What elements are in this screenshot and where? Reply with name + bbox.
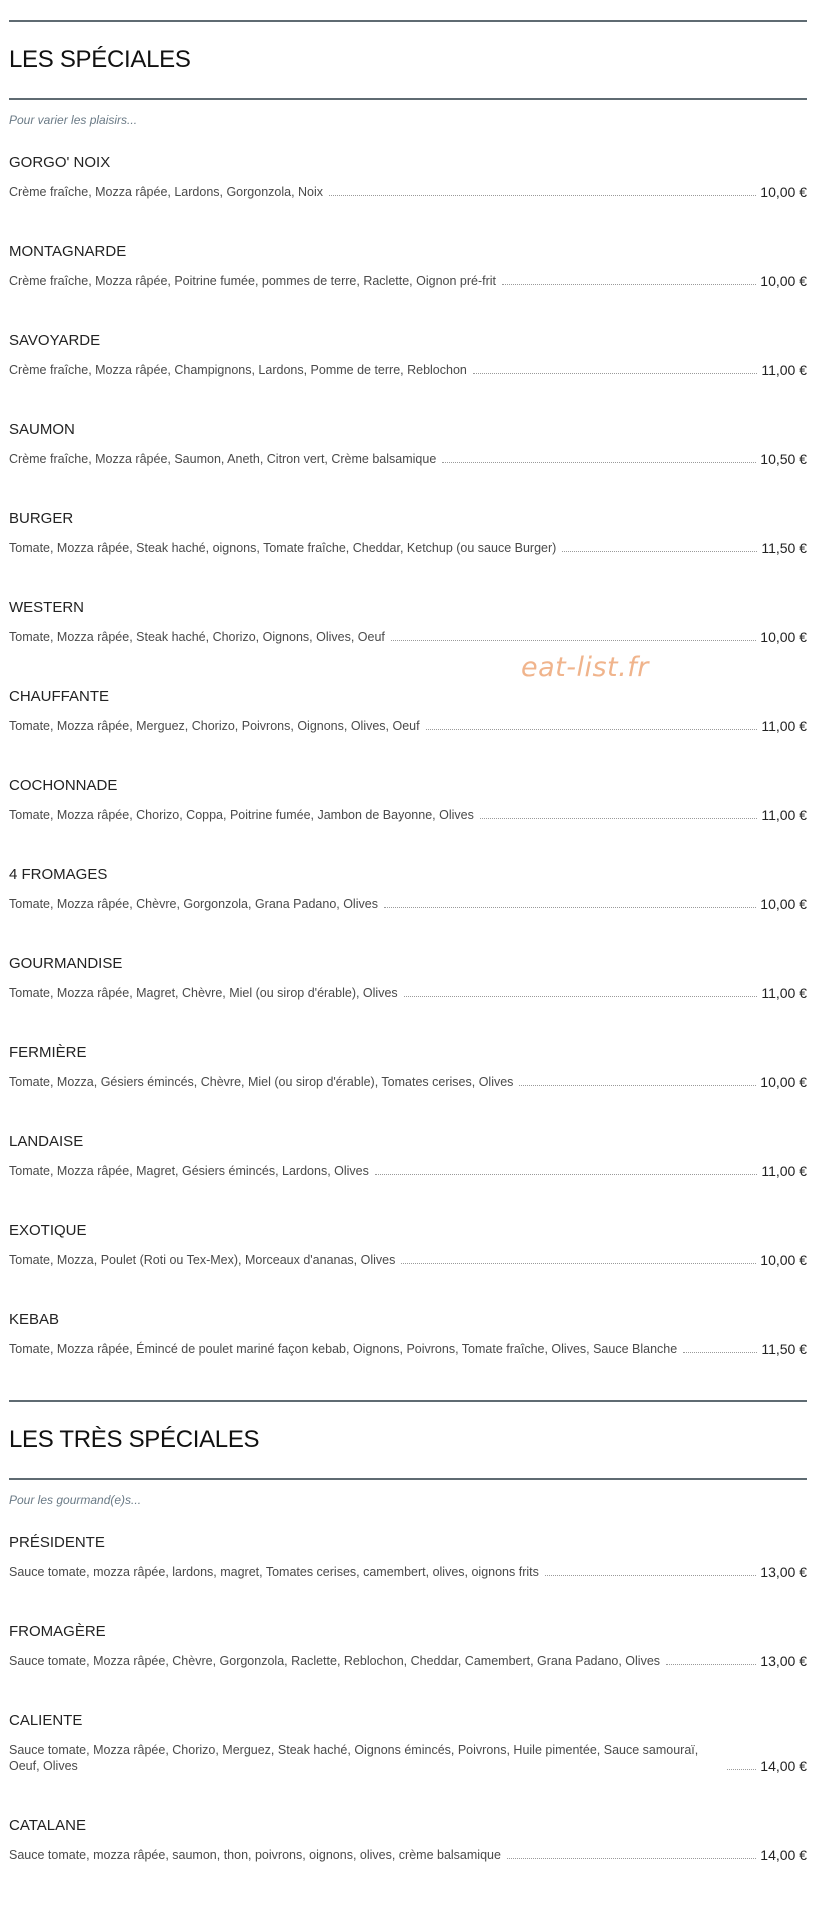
menu-item-description: Tomate, Mozza râpée, Steak haché, Chorizo, Oignons, Olives, Oeuf (9, 630, 385, 644)
dotted-leader (562, 551, 757, 552)
menu-item-price: 10,50 € (760, 451, 807, 467)
menu-item-price: 13,00 € (760, 1564, 807, 1580)
menu-item-list (9, 154, 807, 1357)
menu-item-description: Sauce tomate, Mozza râpée, Chèvre, Gorgonzola, Raclette, Reblochon, Cheddar, Camembert, Grana Padano, Olives (9, 1654, 661, 1668)
menu-item (9, 1817, 807, 1863)
menu-item-description: Tomate, Mozza râpée, Chèvre, Gorgonzola, Grana Padano, Olives (9, 897, 378, 911)
menu-section (9, 1400, 807, 1863)
menu-item-line (9, 985, 807, 1001)
menu-item-name: FROMAGÈRE (9, 1623, 106, 1640)
menu-item-description: Tomate, Mozza râpée, Émincé de poulet mariné façon kebab, Oignons, Poivrons, Tomate fraîche, Olives, Sauce Blanche (9, 1342, 678, 1356)
menu-item-line (9, 807, 807, 823)
menu-item-price: 13,00 € (760, 1653, 807, 1669)
menu-sections (9, 20, 807, 1863)
menu-item-line (9, 629, 807, 645)
dotted-leader (473, 373, 757, 374)
menu-item-name: CALIENTE (9, 1712, 83, 1729)
section-subtitle: Pour varier les plaisirs... (9, 113, 138, 127)
menu-item (9, 866, 807, 912)
dotted-leader (727, 1769, 756, 1770)
menu-item (9, 510, 807, 556)
menu-item-description: Sauce tomate, mozza râpée, saumon, thon, poivrons, oignons, olives, crème balsamique (9, 1848, 501, 1862)
menu-item-line (9, 273, 807, 289)
dotted-leader (545, 1575, 756, 1576)
menu-item (9, 154, 807, 200)
section-subtitle: Pour les gourmand(e)s... (9, 1493, 142, 1507)
menu-item-line (9, 451, 807, 467)
menu-item-name: 4 FROMAGES (9, 866, 108, 883)
menu-item-line (9, 540, 807, 556)
menu-item-name: PRÉSIDENTE (9, 1534, 105, 1551)
menu-item-description: Crème fraîche, Mozza râpée, Poitrine fumée, pommes de terre, Raclette, Oignon pré-frit (9, 274, 497, 288)
menu-item-line (9, 1252, 807, 1268)
menu-item-line (9, 896, 807, 912)
menu-item-line (9, 1847, 807, 1863)
dotted-leader (480, 818, 758, 819)
menu-item-price: 10,00 € (760, 184, 807, 200)
dotted-leader (401, 1263, 756, 1264)
menu-item-description: Tomate, Mozza râpée, Chorizo, Coppa, Poitrine fumée, Jambon de Bayonne, Olives (9, 808, 474, 822)
menu-item (9, 1623, 807, 1669)
section-divider (9, 1478, 807, 1480)
menu-item-line (9, 1742, 807, 1774)
section-title: LES TRÈS SPÉCIALES (9, 1426, 260, 1453)
menu-item-name: FERMIÈRE (9, 1044, 87, 1061)
dotted-leader (666, 1664, 756, 1665)
menu-item-price: 11,00 € (761, 985, 807, 1001)
dotted-leader (426, 729, 758, 730)
menu-item-line (9, 362, 807, 378)
menu-item-price: 10,00 € (760, 629, 807, 645)
menu-item-name: COCHONNADE (9, 777, 118, 794)
menu-item (9, 1044, 807, 1090)
menu-item-description: Tomate, Mozza râpée, Merguez, Chorizo, Poivrons, Oignons, Olives, Oeuf (9, 719, 420, 733)
menu-item (9, 421, 807, 467)
watermark: eat-list.fr (521, 652, 649, 683)
menu-item-line (9, 1163, 807, 1179)
menu-item-name: CHAUFFANTE (9, 688, 110, 705)
dotted-leader (442, 462, 756, 463)
menu-section (9, 20, 807, 1357)
menu-page (9, 20, 807, 1906)
menu-item-name: EXOTIQUE (9, 1222, 87, 1239)
menu-item-price: 11,50 € (761, 540, 807, 556)
menu-item-price: 14,00 € (760, 1847, 807, 1863)
menu-item (9, 1712, 807, 1774)
menu-item-price: 10,00 € (760, 1252, 807, 1268)
menu-item-description: Sauce tomate, Mozza râpée, Chorizo, Merguez, Steak haché, Oignons émincés, Poivrons, Huile pimentée, Sauce samouraï, Oeuf, Olives (9, 1743, 699, 1773)
menu-item (9, 777, 807, 823)
menu-item-price: 11,00 € (761, 362, 807, 378)
dotted-leader (404, 996, 758, 997)
menu-item-price: 10,00 € (760, 896, 807, 912)
menu-item-name: SAVOYARDE (9, 332, 101, 349)
menu-item (9, 955, 807, 1001)
menu-item-description: Tomate, Mozza râpée, Magret, Chèvre, Miel (ou sirop d'érable), Olives (9, 986, 398, 1000)
menu-item-price: 11,00 € (761, 1163, 807, 1179)
menu-item-line (9, 1341, 807, 1357)
menu-item-price: 11,50 € (761, 1341, 807, 1357)
menu-item-description: Tomate, Mozza râpée, Steak haché, oignons, Tomate fraîche, Cheddar, Ketchup (ou sauce Burger) (9, 541, 557, 555)
menu-item (9, 243, 807, 289)
menu-item-name: SAUMON (9, 421, 75, 438)
menu-item-price: 10,00 € (760, 273, 807, 289)
dotted-leader (384, 907, 756, 908)
menu-item-line (9, 1564, 807, 1580)
menu-item-description: Tomate, Mozza, Gésiers émincés, Chèvre, Miel (ou sirop d'érable), Tomates cerises, Olives (9, 1075, 514, 1089)
dotted-leader (507, 1858, 756, 1859)
section-title: LES SPÉCIALES (9, 46, 191, 73)
menu-item (9, 1534, 807, 1580)
menu-item-name: MONTAGNARDE (9, 243, 127, 260)
section-divider (9, 98, 807, 100)
menu-item-price: 11,00 € (761, 718, 807, 734)
menu-item-line (9, 718, 807, 734)
menu-item (9, 688, 807, 734)
dotted-leader (329, 195, 756, 196)
dotted-leader (375, 1174, 757, 1175)
menu-item-name: CATALANE (9, 1817, 86, 1834)
dotted-leader (519, 1085, 756, 1086)
dotted-leader (683, 1352, 757, 1353)
menu-item-price: 10,00 € (760, 1074, 807, 1090)
menu-item-description: Crème fraîche, Mozza râpée, Saumon, Aneth, Citron vert, Crème balsamique (9, 452, 437, 466)
menu-item-description: Tomate, Mozza râpée, Magret, Gésiers émincés, Lardons, Olives (9, 1164, 369, 1178)
menu-item-name: KEBAB (9, 1311, 60, 1328)
menu-item-name: WESTERN (9, 599, 84, 616)
menu-item-name: GORGO' NOIX (9, 154, 111, 171)
menu-item-description: Tomate, Mozza, Poulet (Roti ou Tex-Mex), Morceaux d'ananas, Olives (9, 1253, 396, 1267)
menu-item-name: BURGER (9, 510, 74, 527)
menu-item-description: Crème fraîche, Mozza râpée, Champignons, Lardons, Pomme de terre, Reblochon (9, 363, 467, 377)
menu-item-description: Sauce tomate, mozza râpée, lardons, magret, Tomates cerises, camembert, olives, oignons frits (9, 1565, 539, 1579)
menu-item-line (9, 1653, 807, 1669)
menu-item-name: LANDAISE (9, 1133, 84, 1150)
menu-item-list (9, 1534, 807, 1863)
menu-item (9, 1311, 807, 1357)
menu-item (9, 332, 807, 378)
menu-item-description: Crème fraîche, Mozza râpée, Lardons, Gorgonzola, Noix (9, 185, 324, 199)
menu-item-price: 11,00 € (761, 807, 807, 823)
menu-item-name: GOURMANDISE (9, 955, 123, 972)
menu-item (9, 599, 807, 645)
dotted-leader (391, 640, 756, 641)
menu-item-line (9, 1074, 807, 1090)
dotted-leader (502, 284, 756, 285)
menu-item-line (9, 184, 807, 200)
menu-item-price: 14,00 € (760, 1758, 807, 1774)
menu-item (9, 1133, 807, 1179)
menu-item (9, 1222, 807, 1268)
